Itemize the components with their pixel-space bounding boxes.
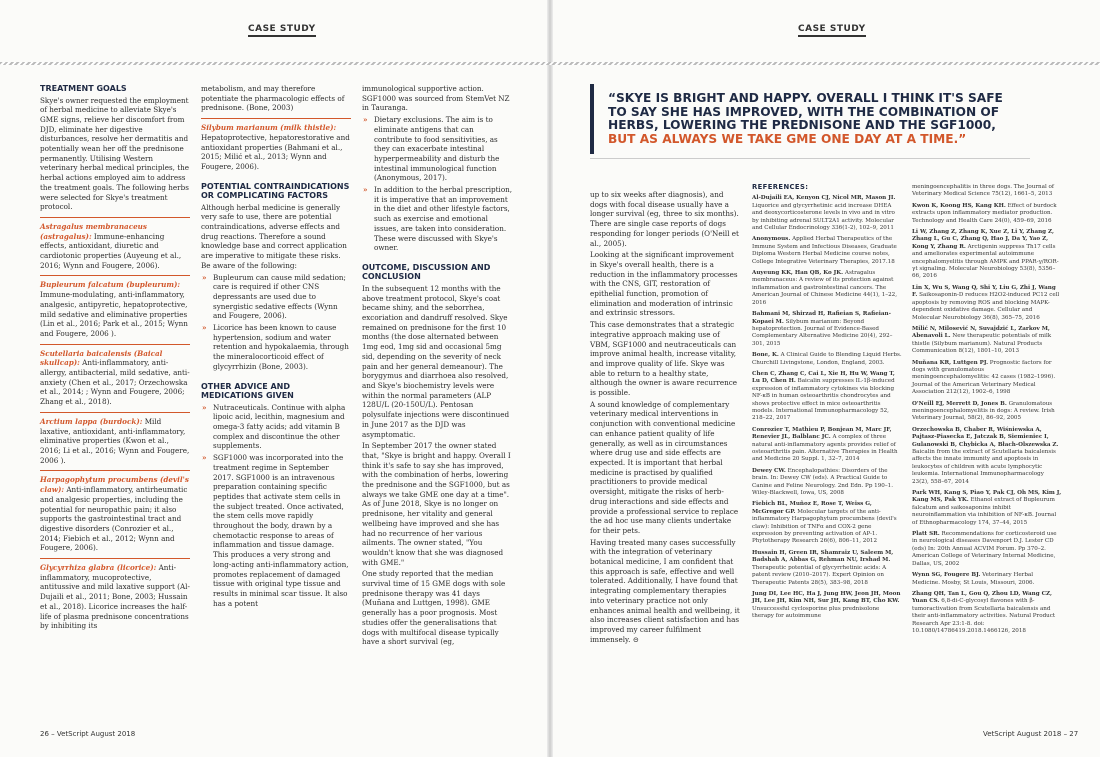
page-folio-left: 26 – VetScript August 2018	[40, 730, 136, 738]
reference-entry	[912, 401, 1062, 423]
divider	[201, 118, 351, 119]
reference-entry	[912, 591, 1062, 635]
reference-authors: Li W, Zhang Z, Zhang K, Xue Z, Li Y, Zhang Z, Zhang L, Gu C, Zhang Q, Hao J, Da Y, Yao Z, Kong Y, Zhang R.	[912, 229, 1054, 250]
paragraph: Having treated many cases successfully with the integration of veterinary botanical medicine, I am confident that this approach is safe, effective and well tolerated. Additionally, I have found that integrating complementary therapies into veterinary practice not only enhances animal health and wellbeing, it also increases client satisfaction and has improved my career fulfilment immensely. ⊝	[590, 537, 740, 644]
page-folio-right: VetScript August 2018 – 27	[983, 730, 1079, 738]
herb-description: Immune-modulating, anti-inflammatory, analgesic, antipyretic, hepatoprotective, mild sedative and eliminative properties (Lin et al., 2016; Park et al., 2015; Wynn and Fougere, 2006 ).	[40, 290, 188, 338]
heading-outcome: OUTCOME, DISCUSSION AND CONCLUSION	[362, 262, 491, 282]
reference-entry	[912, 427, 1062, 486]
reference-text: A Clinical Guide to Blending Liquid Herbs. Churchill Livingstone, London, England, 2003.	[752, 352, 902, 366]
reference-text: A complex of three natural anti-inflammatory agents provides relief of osteoarthritis pain. Alternative Therapies in Health and Medicine 20 Suppl. 1, 32–7, 2014	[752, 434, 898, 463]
reference-entry	[752, 371, 902, 423]
paragraph: Looking at the significant improvement in Skye's overall health, there is a reduction in the inflammatory processes with the CNS, GIT, restoration of epithelial function, promotion of elimination and moderation of intrinsic and extrinsic stressors.	[590, 250, 738, 318]
reference-authors: Fiebich BL, Muñoz E, Rose T, Weiss G, McGregor GP.	[752, 501, 872, 515]
reference-text: Liquorice and glycyrrhetinic acid increase DHEA and deoxycorticosterone levels in vivo and in vitro by inhibiting adrenal SULT2A1 activity. Molecular and Cellular Endocrinology 336(1-2), 102–9, 2011	[752, 202, 895, 232]
reference-authors: Auyeung KK, Han QB, Ko JK.	[752, 270, 844, 277]
bullet-item: » Dietary exclusions. The aim is to eliminate antigens that can contribute to food sensitivities, as they can exacerbate intestinal hyperpermeability and disturb the intestinal immunological function (Anonymous, 2017).	[362, 115, 514, 183]
reference-text: Astragalus membranaceus: A review of its protection against inflammation and gastrointestinal cancers. The American Journal of Chinese Medicine 44(1), 1–22, 2016	[752, 270, 897, 306]
reference-text: Veterinary Herbal Medicine. Mosby, St Louis, Missouri, 2006.	[912, 572, 1035, 586]
references-column-2	[912, 184, 1062, 639]
herb-entry	[201, 123, 351, 172]
paragraph: up to six weeks after diagnosis), and dogs with focal disease usually have a longer survival (eg, three to six months). There are single case reports of dogs responding for longer periods (O'Neill et al., 2005).	[590, 190, 739, 248]
pull-quote-text: “SKYE IS BRIGHT AND HAPPY. OVERALL I THINK IT'S SAFE TO SAY SHE HAS IMPROVED, WITH THE COMBINATION OF HERBS, LOWERING THE PREDNISONE AND THE SGF1000,	[608, 91, 1003, 133]
reference-authors: Lin X, Wu S, Wang Q, Shi Y, Liu G, Zhi J, Wang F.	[912, 284, 1056, 299]
herb-name: Astragalus membranaceus (astragalus):	[40, 221, 147, 241]
bullet-list	[201, 403, 351, 609]
reference-entry	[912, 490, 1062, 527]
reference-entry	[912, 531, 1062, 568]
pull-quote-rule	[590, 158, 1030, 159]
reference-authors: Zhang QH, Tan L, Gou Q, Zhou LD, Wang CZ, Yuan CS.	[912, 590, 1052, 605]
paragraph: Skye's owner requested the employment of herbal medicine to alleviate Skye's GME signs, relieve her discomfort from DJD, eliminate her digestive disturbances, resolve her dermatitis and potentially wean her off the prednisone permanently. Utilising Western veterinary herbal medical principles, the herbal actions employed aim to address the treatment goals. The following herbs were selected for Skye's treatment protocol.	[40, 95, 190, 212]
herb-name: Glycyrrhiza glabra (licorice):	[40, 563, 157, 573]
reference-authors: Milić N, Milosević N, Suvajdzić L, Zarkov M, Abenavoli L.	[912, 325, 1050, 340]
herb-description: Anti-inflammatory, antirheumatic and analgesic properties, including the potential for neuropathic pain; it also supports the gastrointestinal tract and digestive disorders (Conrozier et al., 2014; Fiebich et al., 2012; Wynn and Fougere, 2006).	[40, 485, 188, 553]
reference-entry	[752, 591, 902, 621]
reference-text: Ethanol extract of Bupleurum falcatum and saikosaponins inhibit neuroinflammation via inhibition of NF-κB. Journal of Ethnopharmacology 174, 37–44, 2015	[912, 497, 1057, 526]
reference-entry	[912, 326, 1062, 356]
reference-text: Encephalopathies: Disorders of the brain. In: Dewey CW (eds). A Practical Guide to Canine and Feline Neurology. 2nd Edn. Pp 190–1. Wiley-Blackwell, Iowa, US, 2008	[752, 467, 893, 497]
reference-text: Unsuccessful cyclosporine plus prednisolone therapy for autoimmune	[752, 605, 880, 620]
reference-authors: Wynn SG, Fougere BJ.	[912, 572, 981, 579]
divider	[40, 470, 190, 471]
reference-authors: Anonymous.	[752, 236, 791, 243]
bullet-item: » Bupleurum can cause mild sedation; care is required if other CNS depressants are used due to synergistic sedative effects (Wynn and Fougere, 2006).	[201, 273, 351, 322]
reference-entry	[912, 184, 1062, 199]
section-header-left: CASE STUDY	[248, 24, 316, 37]
divider	[40, 412, 190, 413]
reference-authors: Conrozier T, Mathieu P, Bonjean M, Marc JF, Renevier JL, Balblanc JC.	[752, 426, 892, 441]
reference-entry	[752, 468, 902, 498]
reference-text: Granulomatous meningoencephalomyelitis in dogs: A review. Irish Veterinary Journal, 58(2), 86–92, 2005	[912, 400, 1055, 422]
herb-description: Anti-inflammatory, anti-allergy, antibacterial, mild sedative, anti-anxiety (Chen et al., 2017; Orzechowska et al., 2014; ; Wynn and Fougere, 2006; Zhang et al., 2018).	[40, 358, 190, 407]
references-heading: REFERENCES:	[752, 183, 809, 191]
reference-entry	[912, 360, 1062, 397]
reference-text: Silybum marianum: Beyond hepatoprotection. Journal of Evidence-Based Complementary Alternative Medicine 20(4), 292–301, 2015	[752, 318, 893, 347]
reference-text: meningoencephalitis in three dogs. The Journal of Veterinary Medical Science 75(12), 1661–5, 2013	[912, 184, 1054, 198]
herb-name: Silybum marianum (milk thistle):	[201, 123, 337, 133]
reference-entry	[912, 229, 1062, 281]
heading-contraindications: POTENTIAL CONTRAINDICATIONS OR COMPLICATING FACTORS	[201, 181, 350, 201]
reference-entry	[752, 311, 902, 348]
reference-entry	[912, 285, 1062, 322]
herb-entry	[40, 222, 190, 271]
reference-entry	[912, 572, 1062, 587]
divider	[40, 344, 190, 345]
divider	[40, 558, 190, 559]
reference-entry	[752, 352, 902, 367]
paragraph: metabolism, and may therefore potentiate the pharmacologic effects of prednisone. (Bone, 2003)	[201, 84, 345, 113]
paragraph: In September 2017 the owner stated that, "Skye is bright and happy. Overall I think it's safe to say she has improved, with the combination of herbs, lowering the prednisone and the SGF1000, but as always we take GME one day at a time". As of June 2018, Skye is no longer on prednisone, her vitality and general wellbeing have improved and she has had no recurrence of her various ailments. The owner stated, "You wouldn't know that she was diagnosed with GME."	[362, 441, 511, 567]
reference-entry	[752, 501, 902, 545]
paragraph: This case demonstrates that a strategic integrative approach making use of VBM, SGF1000 and neutraceuticals can improve animal health, increase vitality, and improve quality of life. Skye was able to return to a healthy state, although the owner is aware recurrence is possible.	[590, 320, 738, 398]
reference-text: New therapeutic potentials of milk thistle (Silybum marianum). Natural Products Communication 8(12), 1801–10, 2013	[912, 333, 1052, 355]
reference-text: Arctigenin suppress Th17 cells and ameliorates experimental autoimmune encephalomyelitis through AMPK and PPAR-γ/ROR-γt signaling. Molecular Neurobiology 53(8), 5356–66, 2016	[912, 243, 1059, 280]
reference-text: Saikosaponin-D reduces H2O2-induced PC12 cell apoptosis by removing ROS and blocking MAPK-dependent oxidative damage. Cellular and Molecular Neurobiology 36(8), 365–75, 2016	[912, 292, 1060, 321]
herb-entry	[40, 280, 190, 338]
page-gutter	[547, 0, 553, 757]
reference-text: Baicalin suppresses IL-1β-induced expression of inflammatory cytokines via blocking NF-κB in human osteoarthritis chondrocytes and shows protective effect in mice osteoarthritis models. International Immunopharmacology 52, 218–22, 2017	[752, 378, 895, 422]
reference-text: Effect of burdock extracts upon inflammatory mediator production. Technology and Health Care 24(0), 459–69, 2016	[912, 202, 1057, 224]
reference-text: Molecular targets of the anti-inflammatory Harpagophytum procumbens (devil's claw): Inhibition of TNFα and COX-2 gene expression by preventing activation of AP-1. Phytotherapy Research 26(6), 806–11, 2012	[752, 508, 897, 545]
references-list	[752, 195, 902, 620]
reference-text: Prognostic factors for dogs with granulomatous meningoencephalomyelitis: 42 cases (1982–1996). Journal of the American Veterinary Medical Association 212(12), 1902–6, 1998	[912, 359, 1056, 396]
paragraph: One study reported that the median survival time of 15 GME dogs with sole prednisone therapy was 41 days (Muñana and Luttgen, 1998). GME generally has a poor prognosis. Most studies offer the generalisations that dogs with multifocal disease typically have a short survival (eg,	[362, 569, 506, 647]
herb-description: Immune-enhancing effects, antioxidant, diuretic and cardiotonic properties (Auyeung et al., 2016; Wynn and Fougere, 2006).	[40, 231, 182, 270]
reference-authors: O'Neill EJ, Merrett D, Jones B.	[912, 400, 1007, 407]
paragraph: A sound knowledge of complementary veterinary medical interventions in conjunction with conventional medicine can enhance patient quality of life generally, as well as in circumstances where drug use and side effects are expected. It is important that herbal medicine is practised by qualified practitioners to provide medical oversight, mitigate the risks of herb-drug interactions and side effects and provide a professional service to replace the ad hoc use many clients undertake for their pets.	[590, 399, 739, 535]
reference-authors: Al-Dujaili EA, Kenyon CJ, Nicol MR, Mason JI.	[752, 195, 896, 202]
reference-entry	[752, 270, 902, 307]
reference-entry	[752, 195, 902, 232]
paragraph: In the subsequent 12 months with the above treatment protocol, Skye's coat became shiny, and the seborrhea, excoriation and dandruff resolved. Skye remained on prednisone for the first 10 months (the dose alternated between 1mg eod, 1mg sid and occasional 5mg sid, depending on the severity of neck pain and her general demeanour). The borygymus and diarrhoea also resolved, and Skye's biochemistry levels were within the normal parameters (ALP 128U/L (20-150U/L). Pentosan polysulfate injections were discontinued in June 2017 as the DJD was asymptomatic.	[362, 283, 510, 439]
reference-authors: Chen C, Zhang C, Cai L, Xie H, Hu W, Wang T, Lu D, Chen H.	[752, 370, 895, 385]
heading-other-advice: OTHER ADVICE AND MEDICATIONS GIVEN	[201, 381, 294, 401]
reference-entry	[752, 236, 902, 266]
reference-authors: Jung DI, Lee HC, Ha J, Jung HW, Jeon JH, Moon JH, Lee JH, Kim NH, Sur JH, Kang BT, Cho KW.	[752, 590, 901, 605]
reference-text: Recommendations for corticosteroid use in neurological diseases Davenport D.J. Lester CD (eds) In: 20th Annual ACVIM Forum. Pp 370–2. American College of Veterinary Internal Medicine, Dallas, US, 2002	[912, 531, 1057, 567]
paragraph: Although herbal medicine is generally very safe to use, there are potential contraindications, adverse effects and drug reactions. Therefore a sound knowledge base and correct application are imperative to mitigate these risks. Be aware of the following:	[201, 202, 347, 270]
reference-authors: Dewey CW.	[752, 467, 786, 474]
pull-quote	[590, 84, 1030, 154]
column-4	[590, 190, 740, 646]
bullet-item: » SGF1000 was incorporated into the treatment regime in September 2017. SGF1000 is an intravenous preparation containing specific peptides that activate stem cells in the subject treated. Once activated, the stem cells move rapidly throughout the body, drawn by a chemotactic response to areas of inflammation and tissue damage. This produces a very strong and long-acting anti-inflammatory action, promotes replacement of damaged tissue with original type tissue and results in minimal scar tissue. It also has a potent	[201, 453, 351, 608]
divider	[40, 275, 190, 276]
herb-entry	[40, 475, 190, 553]
reference-text: 6,8-di-C-glycosyl flavones with β-tumoractivation from Scutellaria baicalensis and their anti-inflammatory activities. Natural Product Research Apr 23:1-8. doi: 10.1080/14786419.2018.1466126, 2018	[912, 598, 1056, 634]
bullet-item: » Nutraceuticals. Continue with alpha lipoic acid, lecithin, magnesium and omega-3 fatty acids; add vitamin B complex and discontinue the other supplements.	[201, 403, 351, 452]
reference-authors: Bahmani M, Shirzad H, Rafieian S, Rafieian-Kopaei M.	[752, 311, 891, 325]
reference-authors: Hussain H, Green IR, Shamraiz U, Saleem M, Badshah A, Abbas G, Rehman NU, Irshad M.	[752, 549, 894, 564]
pull-quote-accent: BUT AS ALWAYS WE TAKE GME ONE DAY AT A TIME.”	[608, 131, 967, 146]
herb-entry	[40, 417, 190, 466]
references-column-1	[752, 184, 902, 625]
section-header-right: CASE STUDY	[798, 24, 866, 37]
herb-description: Mild laxative, antioxidant, anti-inflammatory, eliminative properties (Kwon et al., 2016; Li et al., 2016; Wynn and Fougere, 2006 ).	[40, 416, 190, 465]
column-3	[362, 84, 514, 649]
herb-name: Scutellaria baicalensis (Baical skullcap):	[40, 348, 163, 368]
bullet-item: » Licorice has been known to cause hypertension, sodium and water retention and hypokalaemia, through the mineralocorticoid effect of glycyrrhizin (Bone, 2003).	[201, 323, 351, 372]
reference-authors: Bone, K.	[752, 352, 779, 359]
reference-entry	[752, 550, 902, 587]
herb-description: Anti-inflammatory, mucoprotective, antitussive and mild laxative support (Al-Dujaili et al., 2011; Bone, 2003; Hussain et al., 2018). Licorice increases the half-life of plasma prednisone concentrations by inhibiting its	[40, 563, 190, 631]
heading-treatment-goals: TREATMENT GOALS	[40, 84, 127, 93]
reference-text: Applied Herbal Therapeutics of the Immune System and Infectious Diseases, Graduate Diploma Western Herbal Medicine course notes, College Integrative Veterinary Therapies, 2017.18	[752, 236, 897, 265]
bullet-item: » In addition to the herbal prescription, it is imperative that an improvement in the diet and other lifestyle factors, such as exercise and emotional issues, are taken into consideration. These were discussed with Skye's owner.	[362, 185, 514, 253]
reference-authors: Kwon K, Koong HS, Kang KH.	[912, 202, 1006, 209]
reference-entry	[912, 203, 1062, 225]
herb-name: Arctium lappa (burdock):	[40, 416, 143, 426]
herb-name: Bupleurum falcatum (bupleurum):	[40, 280, 181, 290]
herb-name: Harpagophytum procumbens (devil's claw):	[40, 475, 189, 495]
reference-authors: Muñana KR, Luttgen PJ.	[912, 359, 989, 366]
reference-text: Therapeutic potential of glycyrrhetinic acids: A patent review (2010–2017). Expert Opinion on Therapeutic Patents 28(5), 383–98, 2018	[752, 564, 887, 586]
paragraph: immunological supportive action. SGF1000 was sourced from StemVet NZ in Tauranga.	[362, 84, 510, 113]
references-list	[912, 184, 1062, 635]
reference-entry	[752, 427, 902, 464]
divider	[40, 217, 190, 218]
bullet-list	[201, 273, 351, 372]
reference-text: Baicalin from the extract of Scutellaria baicalensis affects the innate immunity and apoptosis in leukocytes of children with acute lymphocytic leukemia. International Immunopharmacology 23(2), 558–67, 2014	[912, 449, 1056, 485]
reference-authors: Orzechowska B, Chaber R, Wiśniewska A, Pajtasz-Piasecka E, Jatczak B, Siemieniec I, Gulanowski B, Chybicka A, Błach-Olszewska Z.	[912, 426, 1059, 448]
herb-entry	[40, 563, 190, 631]
column-1	[40, 84, 190, 633]
reference-authors: Park WH, Kang S, Piao Y, Pak CJ, Oh MS, Kim J, Kang MS, Pak YK.	[912, 490, 1062, 504]
reference-authors: Platt SR.	[912, 531, 940, 538]
herb-description: Hepatoprotective, hepatorestorative and antioxidant properties (Bahmani et al., 2015; Milić et al., 2013; Wynn and Fougere, 2006).	[201, 132, 350, 171]
bullet-list	[362, 115, 514, 253]
herb-entry	[40, 349, 190, 407]
column-2	[201, 84, 351, 611]
decorative-band	[0, 62, 1100, 65]
